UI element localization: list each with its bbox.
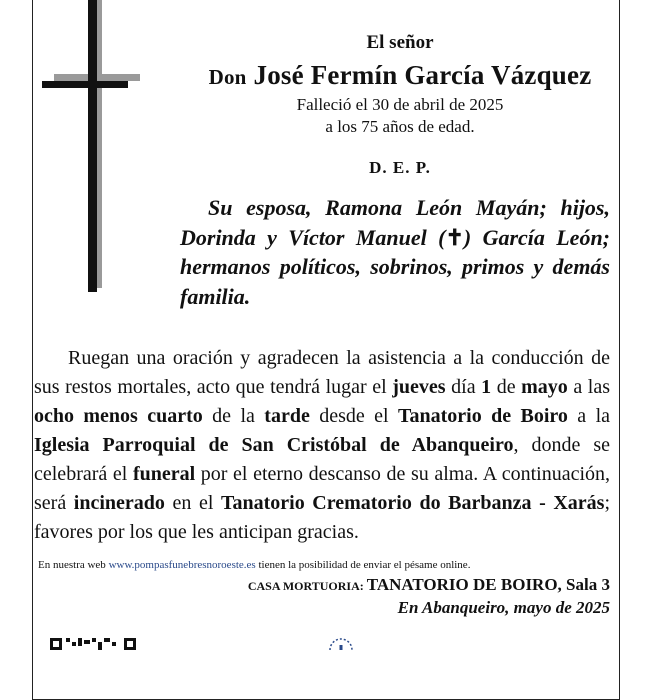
mortuary-info	[160, 575, 610, 595]
cross-icon	[38, 0, 140, 300]
web-notice: En nuestra web www.pompasfunebresnoroeste.es tienen la posibilidad de enviar el pésame online.	[38, 559, 471, 571]
family-line-2b: )	[463, 224, 472, 250]
mortuary-value: TANATORIO DE BOIRO, Sala 3	[366, 575, 610, 594]
deceased-name	[180, 60, 620, 91]
service-paragraph: Ruegan una oración y agradecen la asistencia a la conducción de sus restos mortales, acto que tendrá lugar el jueves día 1 de mayo a las ocho menos cuarto de la tarde desde el Tanatorio de Boiro a la Iglesia Parroquial de San Cristóbal de Abanqueiro, donde se celebrará el funeral por el eterno descanso de su alma. A continuación, será incinerado en el Tanatorio Crematorio do Barbanza - Xarás; favores por los que les anticipan gracias.	[34, 347, 611, 543]
company-logo-icon	[328, 637, 354, 650]
mortuary-label: CASA MORTUORIA:	[247, 579, 367, 593]
intro-label: El señor	[366, 32, 434, 53]
family-line-2a: hijos, Dorinda y Víctor Manuel (	[180, 195, 610, 250]
family-line-4: sobrinos, primos y demás familia.	[180, 254, 610, 309]
name-text: José Fermín García Vázquez	[253, 60, 592, 90]
family-line-1: Su esposa, Ramona León Mayán;	[208, 195, 547, 220]
death-date: Falleció el 30 de abril de 2025	[296, 95, 504, 114]
qr-code-icon	[50, 636, 140, 650]
family-list	[180, 193, 610, 311]
dep-text: D. E. P.	[369, 158, 431, 177]
place-date: En Abanqueiro, mayo de 2025	[397, 598, 610, 617]
website-link[interactable]: www.pompasfunebresnoroeste.es	[108, 559, 256, 571]
age-text: a los 75 años de edad.	[325, 117, 475, 136]
name-prefix: Don	[208, 65, 247, 89]
family-line-3: García León; hermanos políticos,	[180, 224, 611, 279]
small-cross-icon: ✝	[445, 224, 464, 250]
